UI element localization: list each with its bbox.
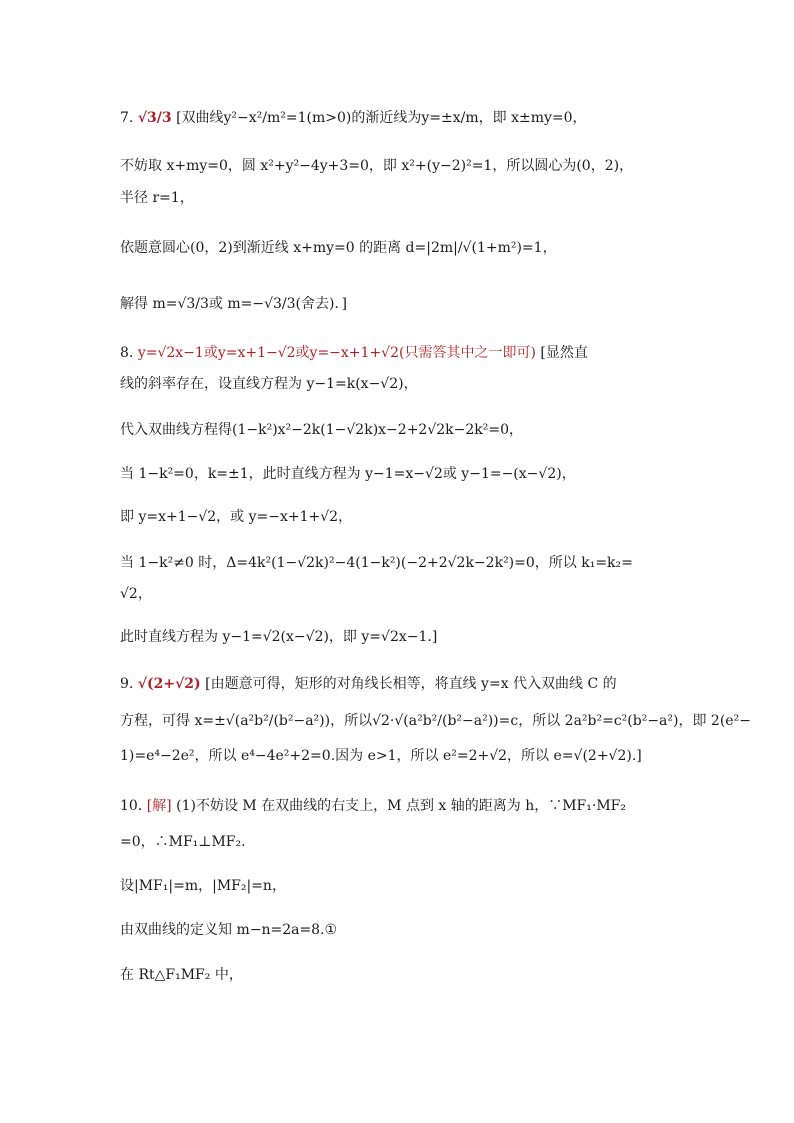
- q8-line-8: 此时直线方程为 y−1=√2(x−√2)，即 y=√2x−1.]: [120, 629, 438, 645]
- q10-number: 10.: [120, 798, 143, 814]
- q9-number: 9.: [120, 676, 134, 692]
- q8-number: 8.: [120, 345, 134, 361]
- q9-answer: √(2+√2): [137, 676, 201, 692]
- q10-line-4: 由双曲线的定义知 m−n=2a=8.①: [120, 922, 338, 938]
- q10-line-1: [120, 796, 680, 816]
- q8-line-2: 线的斜率存在，设直线方程为 y−1=k(x−√2)，: [120, 376, 418, 392]
- q8-line-6: 当 1−k²≠0 时，Δ=4k²(1−√2k)²−4(1−k²)(−2+2√2k−2k²)=0，所以 k₁=k₂=: [120, 555, 633, 571]
- q9-line-1: [120, 674, 680, 694]
- q9-line-2: 方程，可得 x=±√(a²b²/(b²−a²))，所以√2·√(a²b²/(b²−a²))=c，所以 2a²b²=c²(b²−a²)，即 2(e²−: [120, 713, 751, 729]
- q10-line-5: 在 Rt△F₁MF₂ 中，: [120, 967, 243, 983]
- q7-line-3: 半径 r=1，: [120, 190, 194, 206]
- q8-line-3: 代入双曲线方程得(1−k²)x²−2k(1−√2k)x−2+2√2k−2k²=0，: [120, 422, 524, 438]
- q10-line-2: =0，∴MF₁⊥MF₂.: [120, 834, 246, 850]
- q7-line-2: 不妨取 x+my=0，圆 x²+y²−4y+3=0，即 x²+(y−2)²=1，所以圆心为(0，2)，: [120, 158, 634, 174]
- q7-line-1: [120, 108, 680, 128]
- q7-text-1: [双曲线y²−x²/m²=1(m>0)的渐近线为y=±x/m，即 x±my=0，: [176, 110, 587, 126]
- q8-line-1: [120, 343, 680, 363]
- q8-line-5: 即 y=x+1−√2，或 y=−x+1+√2，: [120, 509, 353, 525]
- q7-answer: √3/3: [137, 110, 172, 126]
- q7-number: 7.: [120, 110, 134, 126]
- q7-line-5: 解得 m=√3/3或 m=−√3/3(舍去)．]: [120, 296, 347, 312]
- q8-line-4: 当 1−k²=0，k=±1，此时直线方程为 y−1=x−√2或 y−1=−(x−√2)，: [120, 466, 576, 482]
- q10-tag: [解]: [146, 798, 172, 814]
- q10-line-3: 设|MF₁|=m，|MF₂|=n，: [120, 878, 286, 894]
- q8-line-7: √2，: [120, 586, 152, 602]
- q10-text-1: (1)不妨设 M 在双曲线的右支上，M 点到 x 轴的距离为 h，∵MF₁·MF₂: [176, 798, 626, 814]
- q8-text-1: [显然直: [540, 345, 588, 361]
- q7-line-4: 依题意圆心(0，2)到渐近线 x+my=0 的距离 d=|2m|/√(1+m²)=1，: [120, 240, 557, 256]
- q8-answer: y=√2x−1或y=x+1−√2或y=−x+1+√2(只需答其中之一即可): [137, 345, 536, 361]
- q9-line-3: 1)=e⁴−2e²，所以 e⁴−4e²+2=0.因为 e>1，所以 e²=2+√2，所以 e=√(2+√2).]: [120, 748, 642, 764]
- q9-text-1: [由题意可得，矩形的对角线长相等，将直线 y=x 代入双曲线 C 的: [205, 676, 617, 692]
